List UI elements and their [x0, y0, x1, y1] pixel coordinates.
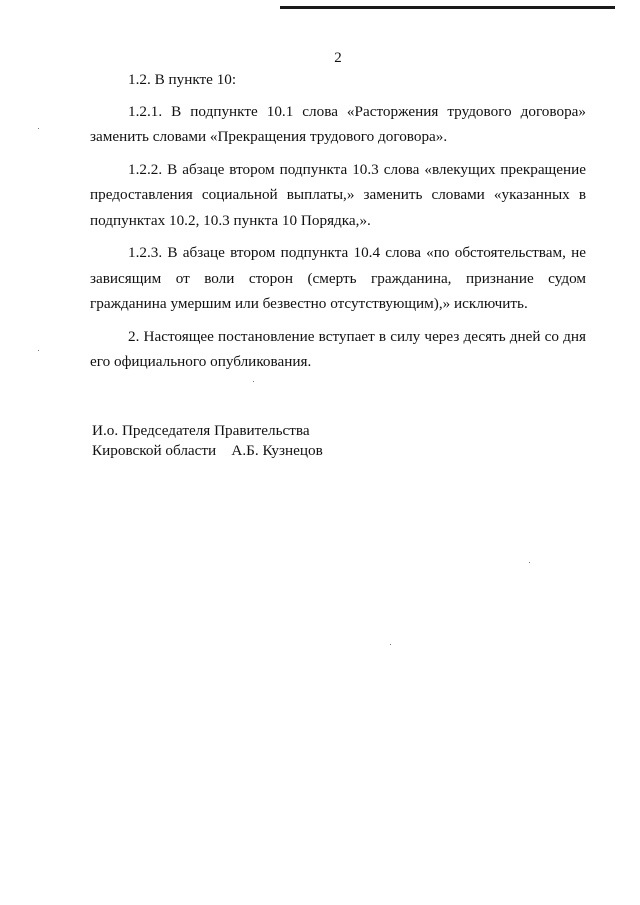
scan-speck [529, 562, 530, 563]
paragraph-1-2-3: 1.2.3. В абзаце втором подпункта 10.4 слова «по обстоятельствам, не зависящим от воли сторон (смерть гражданина, признание судом гражданина умершим или безвестно отсутствующим),» исключить. [90, 244, 586, 312]
page-number: 2 [334, 50, 342, 66]
scan-speck [38, 128, 39, 129]
paragraph-1-2-2: 1.2.2. В абзаце втором подпункта 10.3 слова «влекущих прекращение предоставления социальной выплаты,» заменить словами «указанных в подпунктах 10.2, 10.3 пункта 10 Порядка,». [90, 160, 586, 229]
scan-speck [390, 644, 391, 645]
paragraph-1-2: 1.2. В пункте 10: [128, 71, 237, 88]
paragraph-2: 2. Настоящее постановление вступает в силу через десять дней со дня его официального опубликования. [90, 327, 586, 370]
signatory-position-line2 [92, 441, 323, 461]
signatory-region: Кировской области [92, 442, 217, 459]
document-body [90, 67, 586, 382]
scan-speck [253, 381, 254, 382]
signatory-position-line1: И.о. Председателя Правительства [92, 422, 310, 439]
signature-block [92, 421, 323, 461]
header-rule [280, 6, 615, 9]
scan-speck [38, 350, 39, 351]
paragraph-1-2-1: 1.2.1. В подпункте 10.1 слова «Расторжения трудового договора» заменить словами «Прекращения трудового договора». [90, 102, 586, 145]
signatory-name: А.Б. Кузнецов [231, 442, 323, 459]
